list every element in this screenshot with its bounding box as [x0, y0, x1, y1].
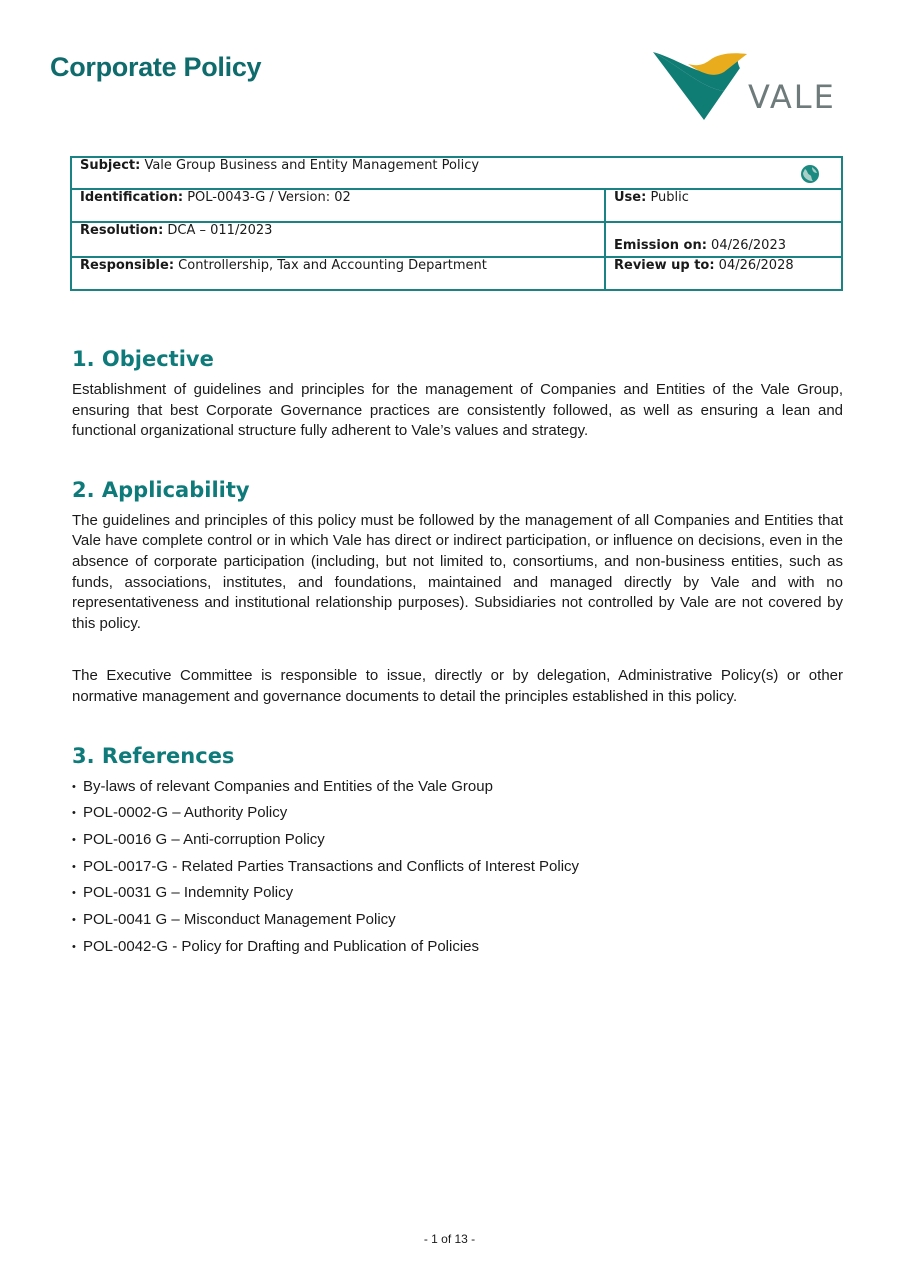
emission-label: Emission on:: [614, 238, 707, 253]
list-item: • By-laws of relevant Companies and Entities of the Vale Group: [72, 777, 843, 804]
globe-icon: [801, 165, 819, 183]
responsible-cell: [71, 257, 605, 290]
identification-value: POL-0043-G / Version: 02: [183, 190, 351, 205]
list-item: • POL-0016 G – Anti-corruption Policy: [72, 830, 843, 857]
vale-logo: [652, 48, 842, 124]
applicability-section: [72, 475, 843, 708]
emission-cell: [605, 222, 842, 257]
resolution-value: DCA – 011/2023: [163, 223, 273, 238]
identification-label: Identification:: [80, 190, 184, 205]
list-item: • POL-0031 G – Indemnity Policy: [72, 883, 843, 910]
responsible-label: Responsible:: [80, 258, 175, 273]
review-cell: [605, 257, 842, 290]
vale-logo-icon: [652, 48, 752, 124]
list-item: • POL-0002-G – Authority Policy: [72, 803, 843, 830]
policy-info-table: [70, 156, 843, 291]
review-label: Review up to:: [614, 258, 715, 273]
policy-body: [72, 344, 843, 963]
objective-heading: 1. Objective: [72, 347, 214, 371]
references-section: [72, 741, 843, 964]
references-heading: 3. References: [72, 743, 235, 768]
subject-label: Subject:: [80, 158, 141, 173]
resolution-cell: [71, 222, 605, 257]
review-value: 04/26/2028: [714, 258, 794, 273]
list-item: • POL-0017-G - Related Parties Transactions and Conflicts of Interest Policy: [72, 857, 843, 884]
executive-committee-text: The Executive Committee is responsible to issue, directly or by delegation, Administrative Policy(s) or other normative management and governance documents to detail the principles established in this policy.: [72, 667, 843, 705]
applicability-heading: 2. Applicability: [72, 477, 250, 502]
objective-text: Establishment of guidelines and principles for the management of Companies and Entities of the Vale Group, ensuring that best Corporate Governance practices are consistently followed, as well as ensuring a lean and functional organizational structure fully adherent to Vale’s values and strategy.: [72, 381, 843, 440]
use-value: Public: [646, 190, 689, 205]
objective-section: [72, 344, 843, 442]
list-item: • POL-0041 G – Misconduct Management Policy: [72, 910, 843, 937]
logo-wordmark: VALE: [748, 78, 836, 116]
emission-value: 04/26/2023: [706, 238, 786, 253]
subject-value: Vale Group Business and Entity Management Policy: [140, 158, 480, 173]
use-label: Use:: [614, 190, 647, 205]
references-list: [72, 777, 843, 964]
page-number: - 1 of 13 -: [423, 1232, 476, 1246]
page-title: Corporate Policy: [50, 52, 262, 82]
subject-cell: [71, 157, 842, 189]
use-cell: [605, 189, 842, 222]
identification-cell: [71, 189, 605, 222]
resolution-label: Resolution:: [80, 223, 164, 238]
applicability-text: The guidelines and principles of this policy must be followed by the management of all Companies and Entities that Vale have complete control or in which Vale has direct or indirect participation, or influence on decisions, even in the absence of corporate participation (including, but not limited to, consortiums, and non-business entities, such as funds, associations, institutes, and foundations, maintained and managed directly by Vale and with no representativeness and institutional relationship purposes). Subsidiaries not controlled by Vale are not covered by this policy.: [72, 511, 843, 632]
responsible-value: Controllership, Tax and Accounting Department: [174, 258, 487, 273]
list-item: • POL-0042-G - Policy for Drafting and Publication of Policies: [72, 937, 843, 964]
